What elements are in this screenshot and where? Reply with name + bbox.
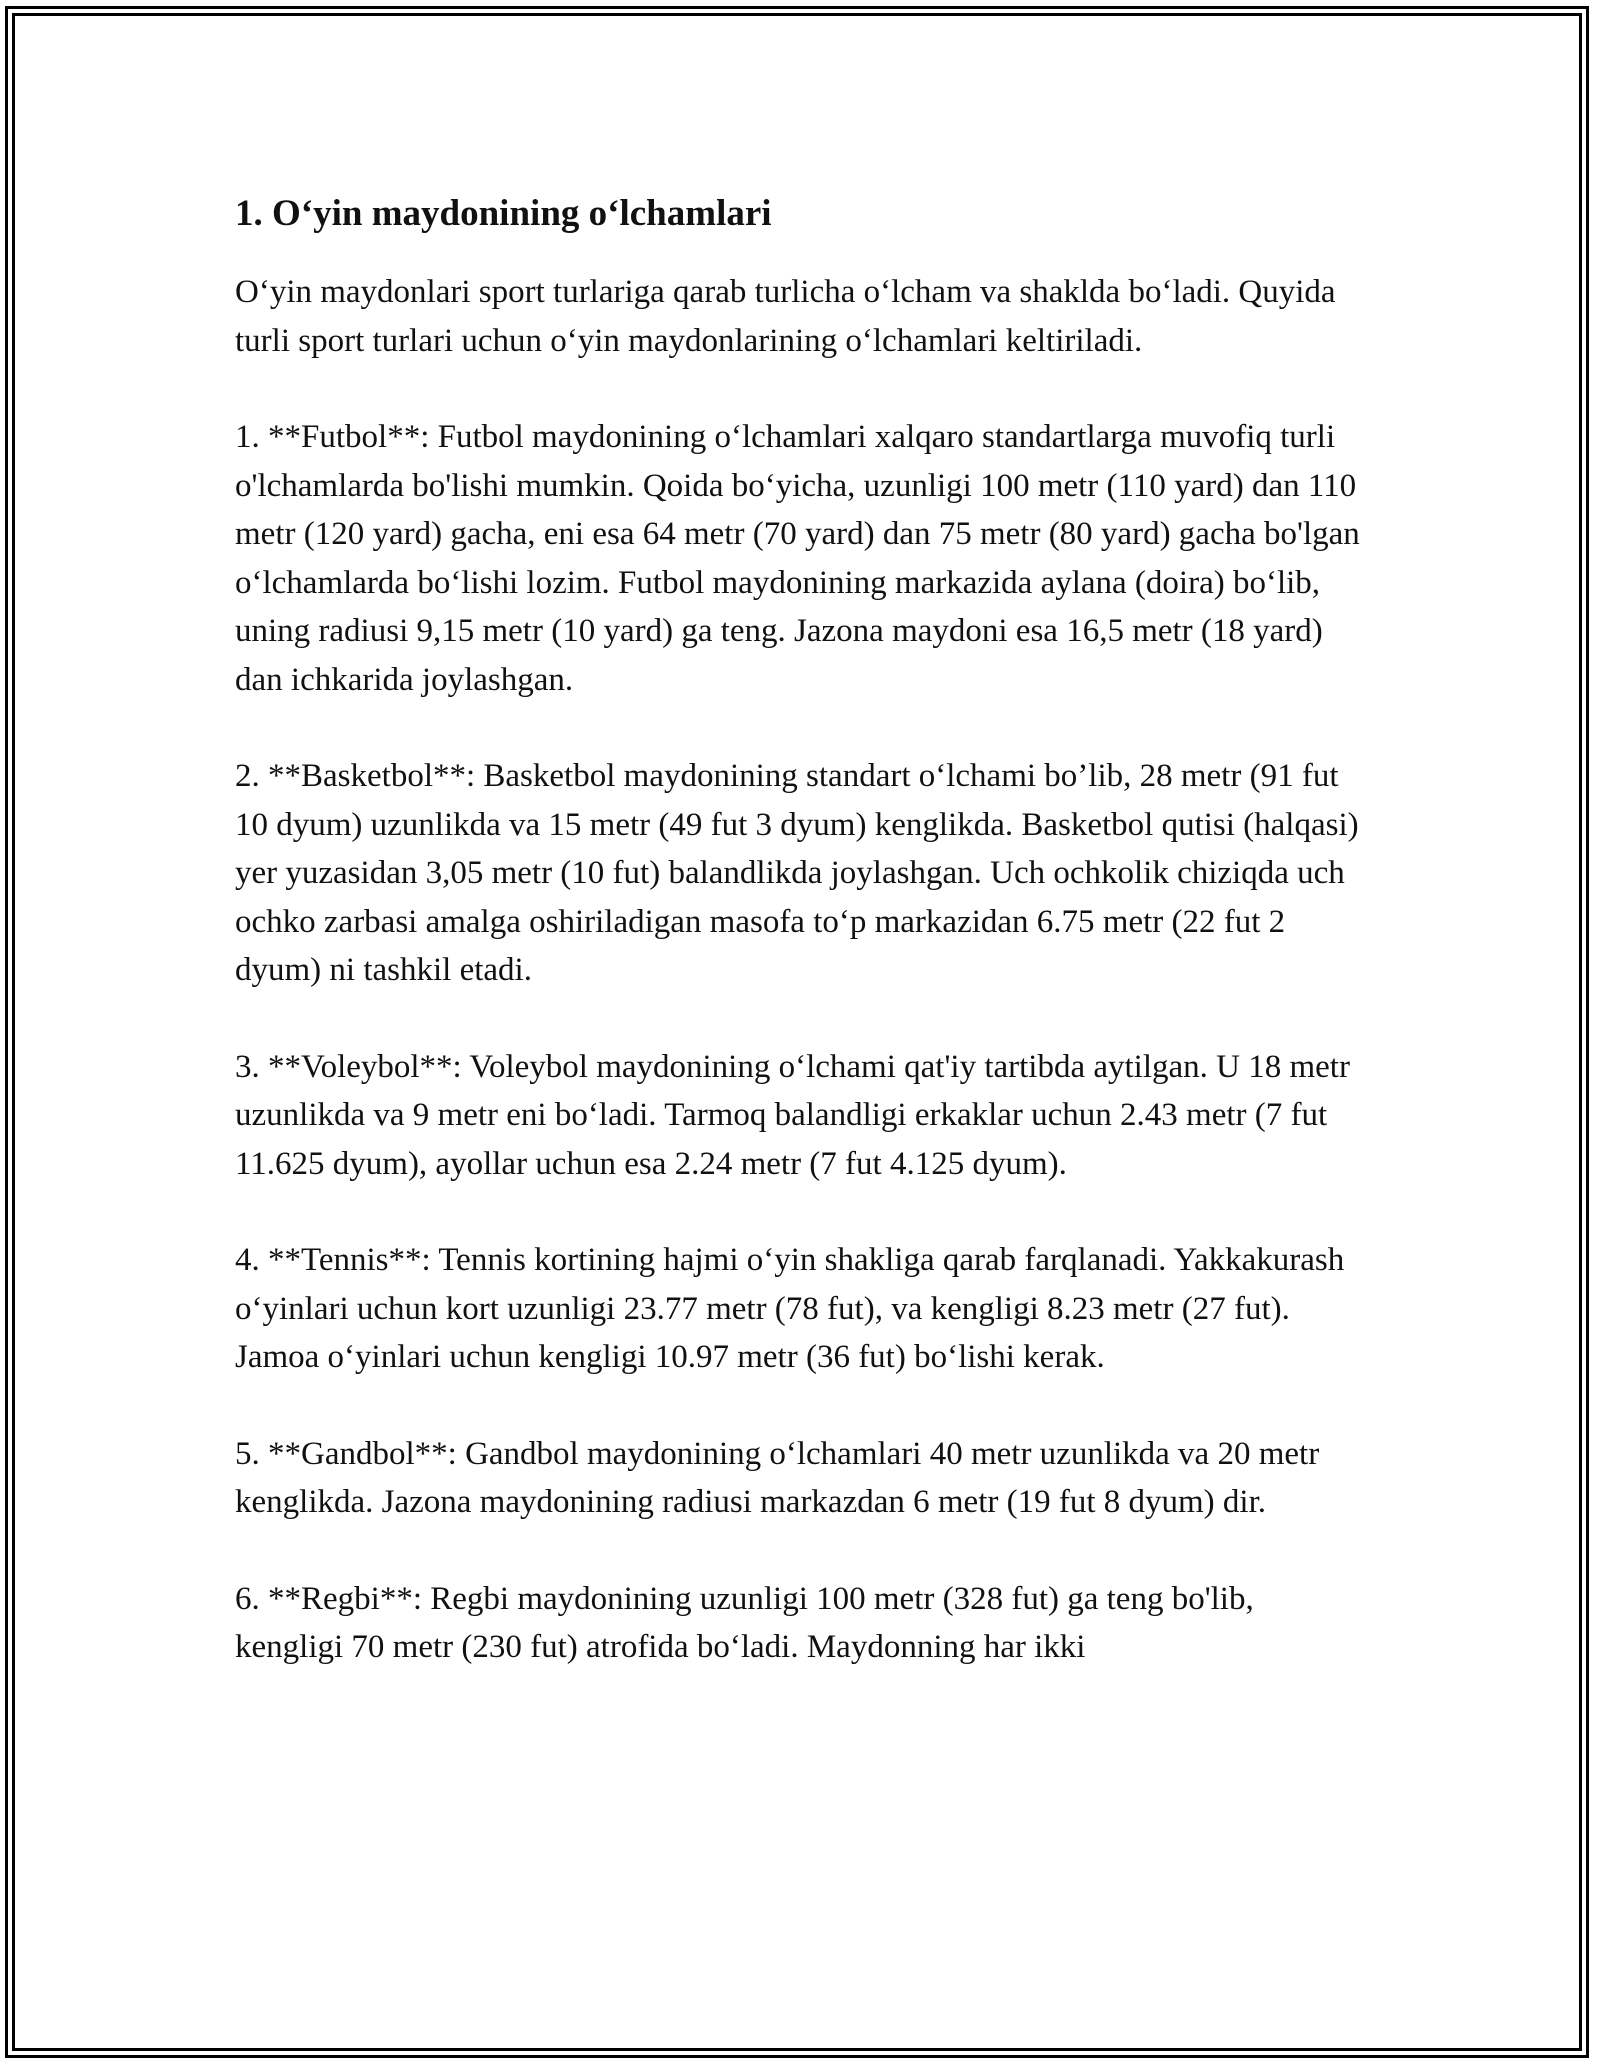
tennis-paragraph: 4. **Tennis**: Tennis kortining hajmi o‘yin shakliga qarab farqlanadi. Yakkakurash o‘yinlari uchun kort uzunligi 23.77 metr (78 fut), va kengligi 8.23 metr (27 fut). Jamoa o‘yinlari uchun kengligi 10.97 metr (36 fut) bo‘lishi kerak. <box>235 1242 1345 1375</box>
handball-paragraph: 5. **Gandbol**: Gandbol maydonining o‘lchamlari 40 metr uzunlikda va 20 metr kenglikda. Jazona maydonining radiusi markazdan 6 metr (19 fut 8 dyum) dir. <box>235 1435 1320 1520</box>
football-paragraph: 1. **Futbol**: Futbol maydonining o‘lchamlari xalqaro standartlarga muvofiq turli o'lchamlarda bo'lishi mumkin. Qoida bo‘yicha, uzunligi 100 metr (110 yard) dan 110 metr (120 yard) gacha, eni esa 64 metr (70 yard) dan 75 metr (80 yard) gacha bo'lgan o‘lchamlarda bo‘lishi lozim. Futbol maydonining markazida aylana (doira) bo‘lib, uning radiusi 9,15 metr (10 yard) ga teng. Jazona maydoni esa 16,5 metr (18 yard) dan ichkarida joylashgan. <box>235 419 1360 698</box>
volleyball-paragraph: 3. **Voleybol**: Voleybol maydonining o‘lchami qat'iy tartibda aytilgan. U 18 metr uzunlikda va 9 metr eni bo‘ladi. Tarmoq balandligi erkaklar uchun 2.43 metr (7 fut 11.625 dyum), ayollar uchun esa 2.24 metr (7 fut 4.125 dyum). <box>235 1048 1350 1182</box>
rugby-paragraph: 6. **Regbi**: Regbi maydonining uzunligi 100 metr (328 fut) ga teng bo'lib, kengligi 70 metr (230 fut) atrofida bo‘ladi. Maydonning har ikki <box>235 1580 1254 1665</box>
basketball-paragraph: 2. **Basketbol**: Basketbol maydonining standart o‘lchami bo’lib, 28 metr (91 fut 10 dyum) uzunlikda va 15 metr (49 fut 3 dyum) kenglikda. Basketbol qutisi (halqasi) yer yuzasidan 3,05 metr (10 fut) balandlikda joylashgan. Uch ochkolik chiziqda uch ochko zarbasi amalga oshiriladigan masofa to‘p markazidan 6.75 metr (22 fut 2 dyum) ni tashkil etadi. <box>235 758 1359 988</box>
intro-paragraph: O‘yin maydonlari sport turlariga qarab turlicha o‘lcham va shaklda bo‘ladi. Quyida turli sport turlari uchun o‘yin maydonlarining o‘lchamlari keltiriladi. <box>235 274 1336 359</box>
section-heading: 1. O‘yin maydonining o‘lchamlari <box>235 193 772 234</box>
document-body <box>235 186 1370 1720</box>
